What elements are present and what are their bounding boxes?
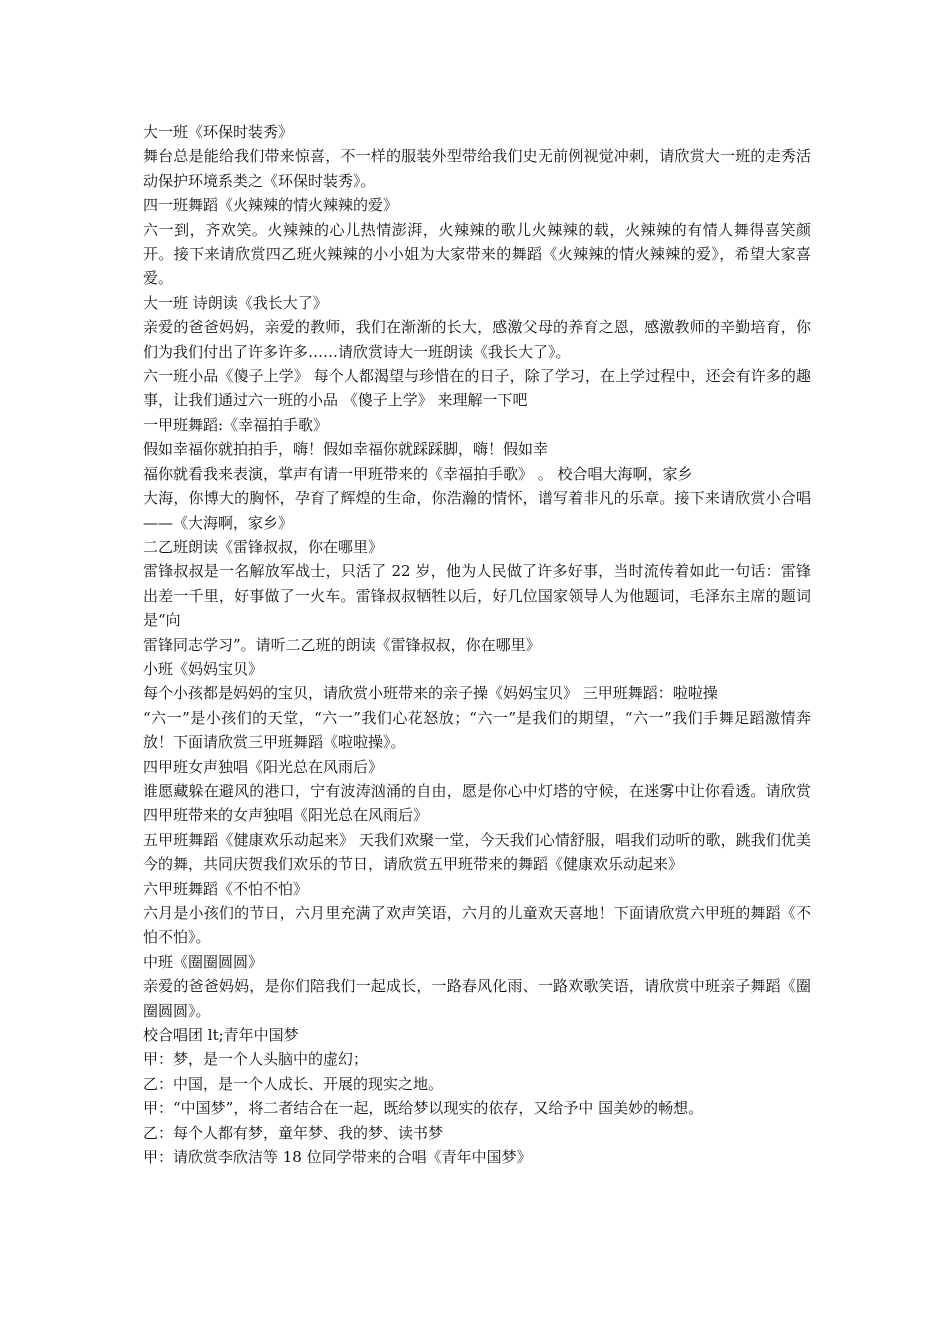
program-item-title: 校合唱团 lt;青年中国梦	[143, 1026, 299, 1045]
program-item-intro: 大海，你博大的胸怀，孕育了辉煌的生命，你浩瀚的情怀，谱写着非凡的乐章。接下来请欣赏小合唱——《大海啊，家乡》	[143, 489, 811, 532]
program-item-title: 二乙班朗读《雷锋叔叔，你在哪里》	[143, 537, 384, 556]
program-item-intro: 五甲班舞蹈《健康欢乐动起来》 天我们欢聚一堂，今天我们心情舒服，唱我们动听的歌，跳我们优美今的舞，共同庆贺我们欢乐的节日，请欣赏五甲班带来的舞蹈《健康欢乐动起来》	[143, 830, 811, 874]
program-item-intro: 亲爱的爸爸妈妈，亲爱的教师，我们在渐渐的长大，感激父母的养育之恩，感激教师的辛勤培育，你们为我们付出了许多许多……请欣赏诗大一班朗读《我长大了》。	[143, 318, 811, 361]
program-item-intro: “六一”是小孩们的天堂，“六一”我们心花怒放；“六一”是我们的期望，“六一”我们手舞足蹈激情奔放！下面请欣赏三甲班舞蹈《啦啦操》。	[143, 708, 811, 752]
dialogue-line: 乙：每个人都有梦，童年梦、我的梦、读书梦	[143, 1123, 444, 1142]
program-item-intro: 六月是小孩们的节日，六月里充满了欢声笑语，六月的儿童欢天喜地！下面请欣赏六甲班的舞蹈《不怕不怕》。	[143, 904, 811, 947]
dialogue-line: 甲：请欣赏李欣洁等 18 位同学带来的合唱《青年中国梦》	[143, 1148, 532, 1167]
program-item-intro: 福你就看我来表演，掌声有请一甲班带来的《幸福拍手歌》 。 校合唱大海啊，家乡	[143, 464, 693, 483]
program-item-intro: 亲爱的爸爸妈妈，是你们陪我们一起成长，一路春风化雨、一路欢歌笑语，请欣赏中班亲子舞蹈《圈圈圆圆》。	[143, 977, 811, 1020]
program-item-intro: 雷锋同志学习”。请听二乙班的朗读《雷锋叔叔，你在哪里》	[143, 635, 541, 654]
program-item-title: 小班《妈妈宝贝》	[143, 659, 264, 678]
program-item-intro: 假如幸福你就拍拍手，嗨！假如幸福你就踩踩脚，嗨！假如幸	[143, 440, 549, 459]
program-item-title: 大一班《环保时装秀》	[143, 123, 294, 141]
program-item-intro: 舞台总是能给我们带来惊喜，不一样的服装外型带给我们史无前例视觉冲刺，请欣赏大一班的走秀活动保护环境系类之《环保时装秀》。	[143, 147, 811, 190]
program-item-title: 一甲班舞蹈:《幸福拍手歌》	[143, 415, 329, 434]
program-item-title: 四甲班女声独唱《阳光总在风雨后》	[143, 757, 384, 776]
program-item-title: 六甲班舞蹈《不怕不怕》	[143, 879, 309, 898]
document-body	[143, 120, 811, 1169]
program-item-intro: 每个小孩都是妈妈的宝贝，请欣赏小班带来的亲子操《妈妈宝贝》 三甲班舞蹈：啦啦操	[143, 684, 718, 703]
program-item-title: 大一班 诗朗读《我长大了》	[143, 293, 328, 312]
program-item-intro: 六一到，齐欢笑。火辣辣的心儿热情澎湃，火辣辣的歌儿火辣辣的载，火辣辣的有情人舞得喜笑颜开。接下来请欣赏四乙班火辣辣的小小姐为大家带来的舞蹈《火辣辣的情火辣辣的爱》，希望大家喜爱。	[143, 220, 811, 288]
program-item-intro: 六一班小品《傻子上学》 每个人都渴望与珍惜在的日子，除了学习，在上学过程中，还会有许多的趣事，让我们通过六一班的小品 《傻子上学》 来理解一下吧	[143, 367, 811, 410]
dialogue-line: 甲：梦，是一个人头脑中的虚幻；	[143, 1050, 369, 1069]
program-item-title: 四一班舞蹈《火辣辣的情火辣辣的爱》	[143, 196, 399, 215]
program-item-intro: 雷锋叔叔是一名解放军战士，只活了 22 岁，他为人民做了许多好事，当时流传着如此一句话：雷锋出差一千里，好事做了一火车。雷锋叔叔牺牲以后，好几位国家领导人为他题词，毛泽东主席的题词是“向	[143, 562, 811, 630]
dialogue-line: 甲：“中国梦”，将二者结合在一起，既给梦以现实的依存，又给予中 国美妙的畅想。	[143, 1099, 704, 1118]
program-item-intro: 谁愿藏躲在避风的港口，宁有波涛汹涌的自由，愿是你心中灯塔的守候，在迷雾中让你看透。请欣赏四甲班带来的女声独唱《阳光总在风雨后》	[143, 781, 811, 825]
dialogue-line: 乙：中国，是一个人成长、开展的现实之地。	[143, 1074, 444, 1093]
program-item-title: 中班《圈圈圆圆》	[143, 952, 264, 971]
